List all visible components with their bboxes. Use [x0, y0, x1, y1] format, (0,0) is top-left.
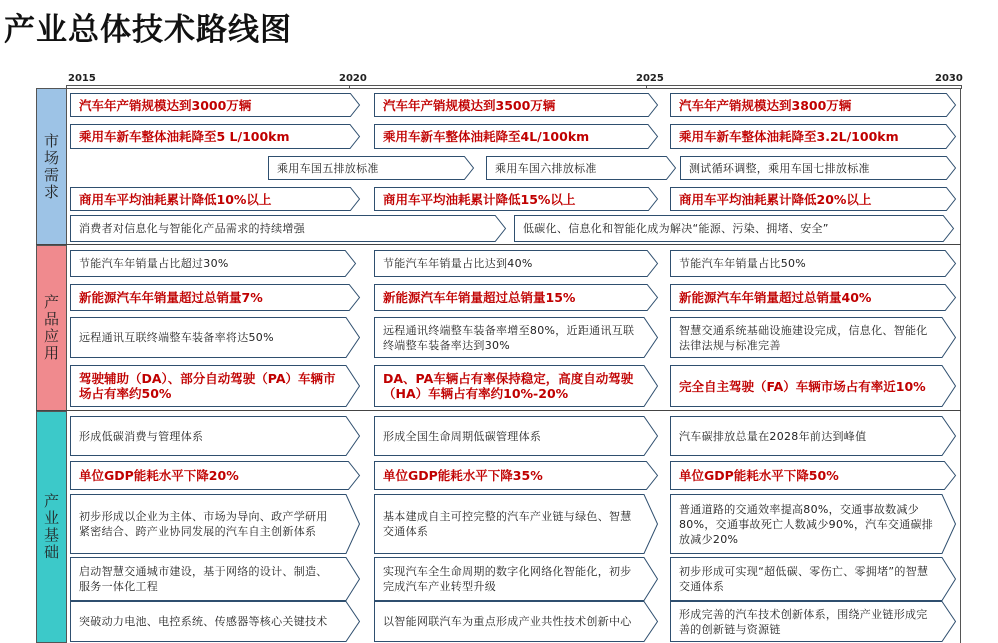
arrow-text: 测试循环调整，乘用车国七排放标准	[689, 161, 870, 175]
arrow-text: 新能源汽车年销量超过总销量40%	[679, 290, 872, 305]
arrow-text: 消费者对信息化与智能化产品需求的持续增强	[79, 222, 305, 235]
arrow-text: 乘用车新车整体油耗降至3.2L/100km	[679, 129, 899, 144]
arrow-text: 启动智慧交通城市建设，基于网络的设计、制造、服务一体化工程	[79, 565, 328, 593]
roadmap-arrow	[70, 124, 360, 149]
roadmap-arrow	[670, 416, 956, 456]
roadmap-arrow	[70, 215, 506, 242]
roadmap-arrow	[374, 284, 658, 311]
roadmap-arrow	[70, 461, 360, 490]
arrow-text: 商用车平均油耗累计降低20%以上	[679, 191, 872, 207]
arrow-text: 汽车年产销规模达到3500万辆	[383, 97, 556, 113]
arrow-text: 节能汽车年销量占比50%	[679, 257, 807, 270]
band-industry-foundation	[36, 411, 67, 643]
roadmap-arrow	[374, 93, 658, 117]
roadmap-arrow	[70, 93, 360, 117]
arrow-text: 基本建成自主可控完整的汽车产业链与绿色、智慧交通体系	[383, 510, 632, 538]
roadmap-arrow	[670, 317, 956, 358]
band-label: 市场需求	[42, 132, 60, 201]
arrow-text: 低碳化、信息化和智能化成为解决“能源、污染、拥堵、安全”	[523, 222, 829, 235]
arrow-text: 乘用车新车整体油耗降至5 L/100km	[79, 129, 290, 144]
roadmap-arrow	[680, 156, 956, 180]
roadmap-arrow	[374, 317, 658, 358]
arrow-text: DA、PA车辆占有率保持稳定，高度自动驾驶（HA）车辆占有率约10%-20%	[383, 371, 634, 401]
band-product-application	[36, 245, 67, 411]
roadmap-arrow	[268, 156, 474, 180]
roadmap-arrow	[670, 557, 956, 601]
arrow-text: 乘用车国五排放标准	[277, 161, 379, 175]
arrow-text: 节能汽车年销量占比达到40%	[383, 257, 533, 270]
roadmap-arrow	[670, 93, 956, 117]
arrow-text: 形成完善的汽车技术创新体系，围绕产业链形成完善的创新链与资源链	[679, 607, 928, 636]
band-divider	[36, 410, 961, 411]
roadmap-arrow	[670, 601, 956, 642]
year-label-2015: 2015	[68, 73, 96, 84]
roadmap-arrow	[374, 601, 658, 642]
band-label: 产业基础	[42, 493, 60, 561]
roadmap-arrow	[670, 365, 956, 407]
roadmap-arrow	[374, 494, 658, 554]
year-label-2020: 2020	[339, 73, 367, 84]
roadmap-arrow	[70, 557, 360, 601]
year-label-2025: 2025	[636, 73, 664, 84]
roadmap-arrow	[670, 187, 956, 211]
band-market-demand	[36, 88, 67, 245]
arrow-text: 实现汽车全生命周期的数字化网络化智能化，初步完成汽车产业转型升级	[383, 565, 632, 593]
arrow-text: 形成低碳消费与管理体系	[79, 429, 204, 443]
arrow-text: 汽车碳排放总量在2028年前达到峰值	[679, 429, 867, 443]
arrow-text: 突破动力电池、电控系统、传感器等核心关键技术	[79, 615, 328, 628]
roadmap-arrow	[374, 365, 658, 407]
roadmap-arrow	[670, 284, 956, 311]
arrow-text: 新能源汽车年销量超过总销量15%	[383, 290, 576, 305]
arrow-text: 乘用车新车整体油耗降至4L/100km	[383, 129, 590, 144]
arrow-text: 完全自主驾驶（FA）车辆市场占有率近10%	[679, 378, 926, 394]
roadmap-arrow	[374, 250, 658, 277]
arrow-text: 汽车年产销规模达到3000万辆	[79, 97, 252, 113]
band-divider	[36, 244, 961, 245]
year-label-2030: 2030	[935, 73, 963, 84]
roadmap-arrow	[70, 365, 360, 407]
roadmap-arrow	[670, 494, 956, 554]
arrow-text: 新能源汽车年销量超过总销量7%	[79, 290, 263, 305]
band-label: 产品应用	[42, 294, 60, 362]
arrow-text: 远程通讯互联终端整车装备率将达50%	[79, 331, 274, 344]
roadmap-arrow	[374, 461, 658, 490]
arrow-text: 商用车平均油耗累计降低15%以上	[383, 191, 576, 207]
arrow-text: 初步形成可实现“超低碳、零伤亡、零拥堵”的智慧交通体系	[679, 565, 929, 593]
timeline-tick	[961, 85, 962, 89]
roadmap-arrow	[70, 494, 360, 554]
roadmap-arrow	[374, 124, 658, 149]
arrow-text: 普通道路的交通效率提高80%，交通事故数减少80%，交通事故死亡人数减少90%，汽车交通碳排放减少20%	[679, 502, 934, 546]
roadmap-arrow	[514, 215, 954, 242]
arrow-text: 以智能网联汽车为重点形成产业共性技术创新中心	[383, 615, 632, 628]
roadmap-arrow	[70, 187, 360, 211]
roadmap-arrow	[70, 416, 360, 456]
roadmap-arrow	[70, 284, 360, 311]
arrow-text: 汽车年产销规模达到3800万辆	[679, 97, 852, 113]
arrow-text: 乘用车国六排放标准	[495, 161, 597, 175]
roadmap-arrow	[374, 416, 658, 456]
arrow-text: 单位GDP能耗水平下降50%	[679, 468, 839, 483]
page-title: 产业总体技术路线图	[4, 12, 292, 48]
roadmap-arrow	[374, 557, 658, 601]
roadmap-arrow	[70, 601, 360, 642]
arrow-text: 商用车平均油耗累计降低10%以上	[79, 191, 272, 207]
arrow-text: 驾驶辅助（DA）、部分自动驾驶（PA）车辆市场占有率约50%	[79, 371, 336, 401]
arrow-text: 智慧交通系统基础设施建设完成，信息化、智能化法律法规与标准完善	[679, 323, 928, 352]
roadmap-arrow	[486, 156, 676, 180]
arrow-text: 初步形成以企业为主体、市场为导向、政产学研用紧密结合、跨产业协同发展的汽车自主创新体系	[79, 510, 328, 538]
roadmap-arrow	[670, 124, 956, 149]
roadmap-arrow	[670, 461, 956, 490]
arrow-text: 单位GDP能耗水平下降35%	[383, 468, 543, 483]
timeline-axis	[66, 85, 962, 86]
arrow-text: 远程通讯终端整车装备率增至80%，近距通讯互联终端整车装备率达到30%	[383, 323, 635, 352]
roadmap-arrow	[374, 187, 658, 211]
arrow-text: 节能汽车年销量占比超过30%	[79, 257, 229, 270]
roadmap-arrow	[70, 250, 356, 277]
arrow-text: 单位GDP能耗水平下降20%	[79, 468, 239, 483]
arrow-text: 形成全国生命周期低碳管理体系	[383, 429, 542, 443]
roadmap-arrow	[670, 250, 956, 277]
roadmap-arrow	[70, 317, 360, 358]
